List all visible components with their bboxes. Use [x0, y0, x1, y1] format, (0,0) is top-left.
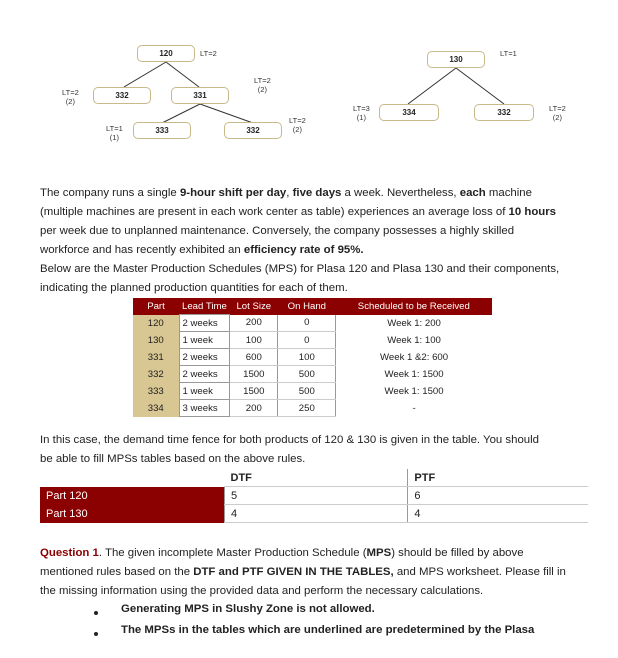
col-on-hand: On Hand — [278, 298, 336, 315]
tree2-334-leadtime: LT=3 (1) — [353, 104, 370, 122]
bullet-icon — [94, 611, 98, 615]
parts-table — [133, 298, 492, 417]
tree2-edge-root-334 — [408, 68, 456, 104]
tree1-332-leadtime: LT=2 (2) — [62, 88, 79, 106]
table-row: 333 1 week 1500 500 Week 1: 1500 — [133, 383, 492, 400]
tree2-root-node — [427, 51, 485, 68]
col-dtf: DTF — [225, 469, 408, 487]
node-label: 331 — [193, 91, 207, 100]
tree1-edge-331-332 — [200, 104, 253, 123]
fence-table-header — [40, 469, 588, 487]
tree1-node-331 — [171, 87, 229, 104]
tree2-node-332 — [474, 104, 534, 121]
node-label: 332 — [497, 108, 511, 117]
tree2-332-leadtime: LT=2 (2) — [549, 104, 566, 122]
table-row: Part 130 4 4 — [40, 505, 588, 523]
node-label: 120 — [159, 49, 173, 58]
node-label: 332 — [246, 126, 260, 135]
bullet-item: Generating MPS in Slushy Zone is not allowed. — [121, 603, 375, 615]
col-part: Part — [133, 298, 179, 315]
time-fence-table — [40, 469, 588, 523]
tree1-333-leadtime: LT=1 (1) — [106, 124, 123, 142]
table-row: 334 3 weeks 200 250 - — [133, 400, 492, 417]
table-row: 130 1 week 100 0 Week 1: 100 — [133, 332, 492, 349]
tree1-edge-root-331 — [166, 62, 199, 87]
col-ptf: PTF — [408, 469, 588, 487]
bom-tree-lines — [0, 0, 618, 170]
node-label: 332 — [115, 91, 129, 100]
bullet-icon — [94, 632, 98, 636]
node-label: 334 — [402, 108, 416, 117]
tree1-332b-leadtime: LT=2 (2) — [289, 116, 306, 134]
tree1-root-node — [137, 45, 195, 62]
table-row: 331 2 weeks 600 100 Week 1 &2: 600 — [133, 349, 492, 366]
tree1-331-leadtime: LT=2 (2) — [254, 76, 271, 94]
bullet-item: The MPSs in the tables which are underlined are predetermined by the Plasa — [121, 624, 535, 636]
tree2-root-leadtime: LT=1 — [500, 49, 517, 58]
tree1-node-332b — [224, 122, 282, 139]
table-row: 120 2 weeks 200 0 Week 1: 200 — [133, 315, 492, 332]
col-scheduled: Scheduled to be Received — [336, 298, 492, 315]
tree1-edge-331-333 — [162, 104, 200, 123]
node-label: 333 — [155, 126, 169, 135]
fence-paragraph: In this case, the demand time fence for both products of 120 & 130 is given in the table. You should be able to fill MPSs tables based on the above rules. — [40, 434, 539, 465]
table-row: 332 2 weeks 1500 500 Week 1: 1500 — [133, 366, 492, 383]
question-paragraph: Question 1. The given incomplete Master Production Schedule (MPS) should be filled by above mentioned rules based on the DTF and PTF GIVEN IN THE TABLES, and MPS worksheet. Please fill in the missing information using the provided data and perform the necessary calculations. — [40, 547, 566, 597]
tree1-edge-root-332 — [124, 62, 166, 87]
table-row: Part 120 5 6 — [40, 487, 588, 505]
col-lot-size: Lot Size — [230, 298, 278, 315]
tree2-node-334 — [379, 104, 439, 121]
node-label: 130 — [449, 55, 463, 64]
tree1-node-333 — [133, 122, 191, 139]
intro-paragraph: The company runs a single 9-hour shift per day, five days a week. Nevertheless, each machine (multiple machines are present in each work center as table) experiences an average loss of 10 hours per week due to unplanned maintenance. Conversely, the company possesses a highly skilled workforce and has recently exhibited an efficiency rate of 95%. Below are the Master Production Schedules (MPS) for Plasa 120 and Plasa 130 and their components, indicating the planned production quantities for each of them. — [40, 187, 560, 294]
col-lead-time: Lead Time — [179, 298, 230, 315]
parts-table-header — [133, 298, 492, 315]
tree1-root-leadtime: LT=2 — [200, 49, 217, 58]
tree1-node-332 — [93, 87, 151, 104]
tree2-edge-root-332 — [456, 68, 504, 104]
